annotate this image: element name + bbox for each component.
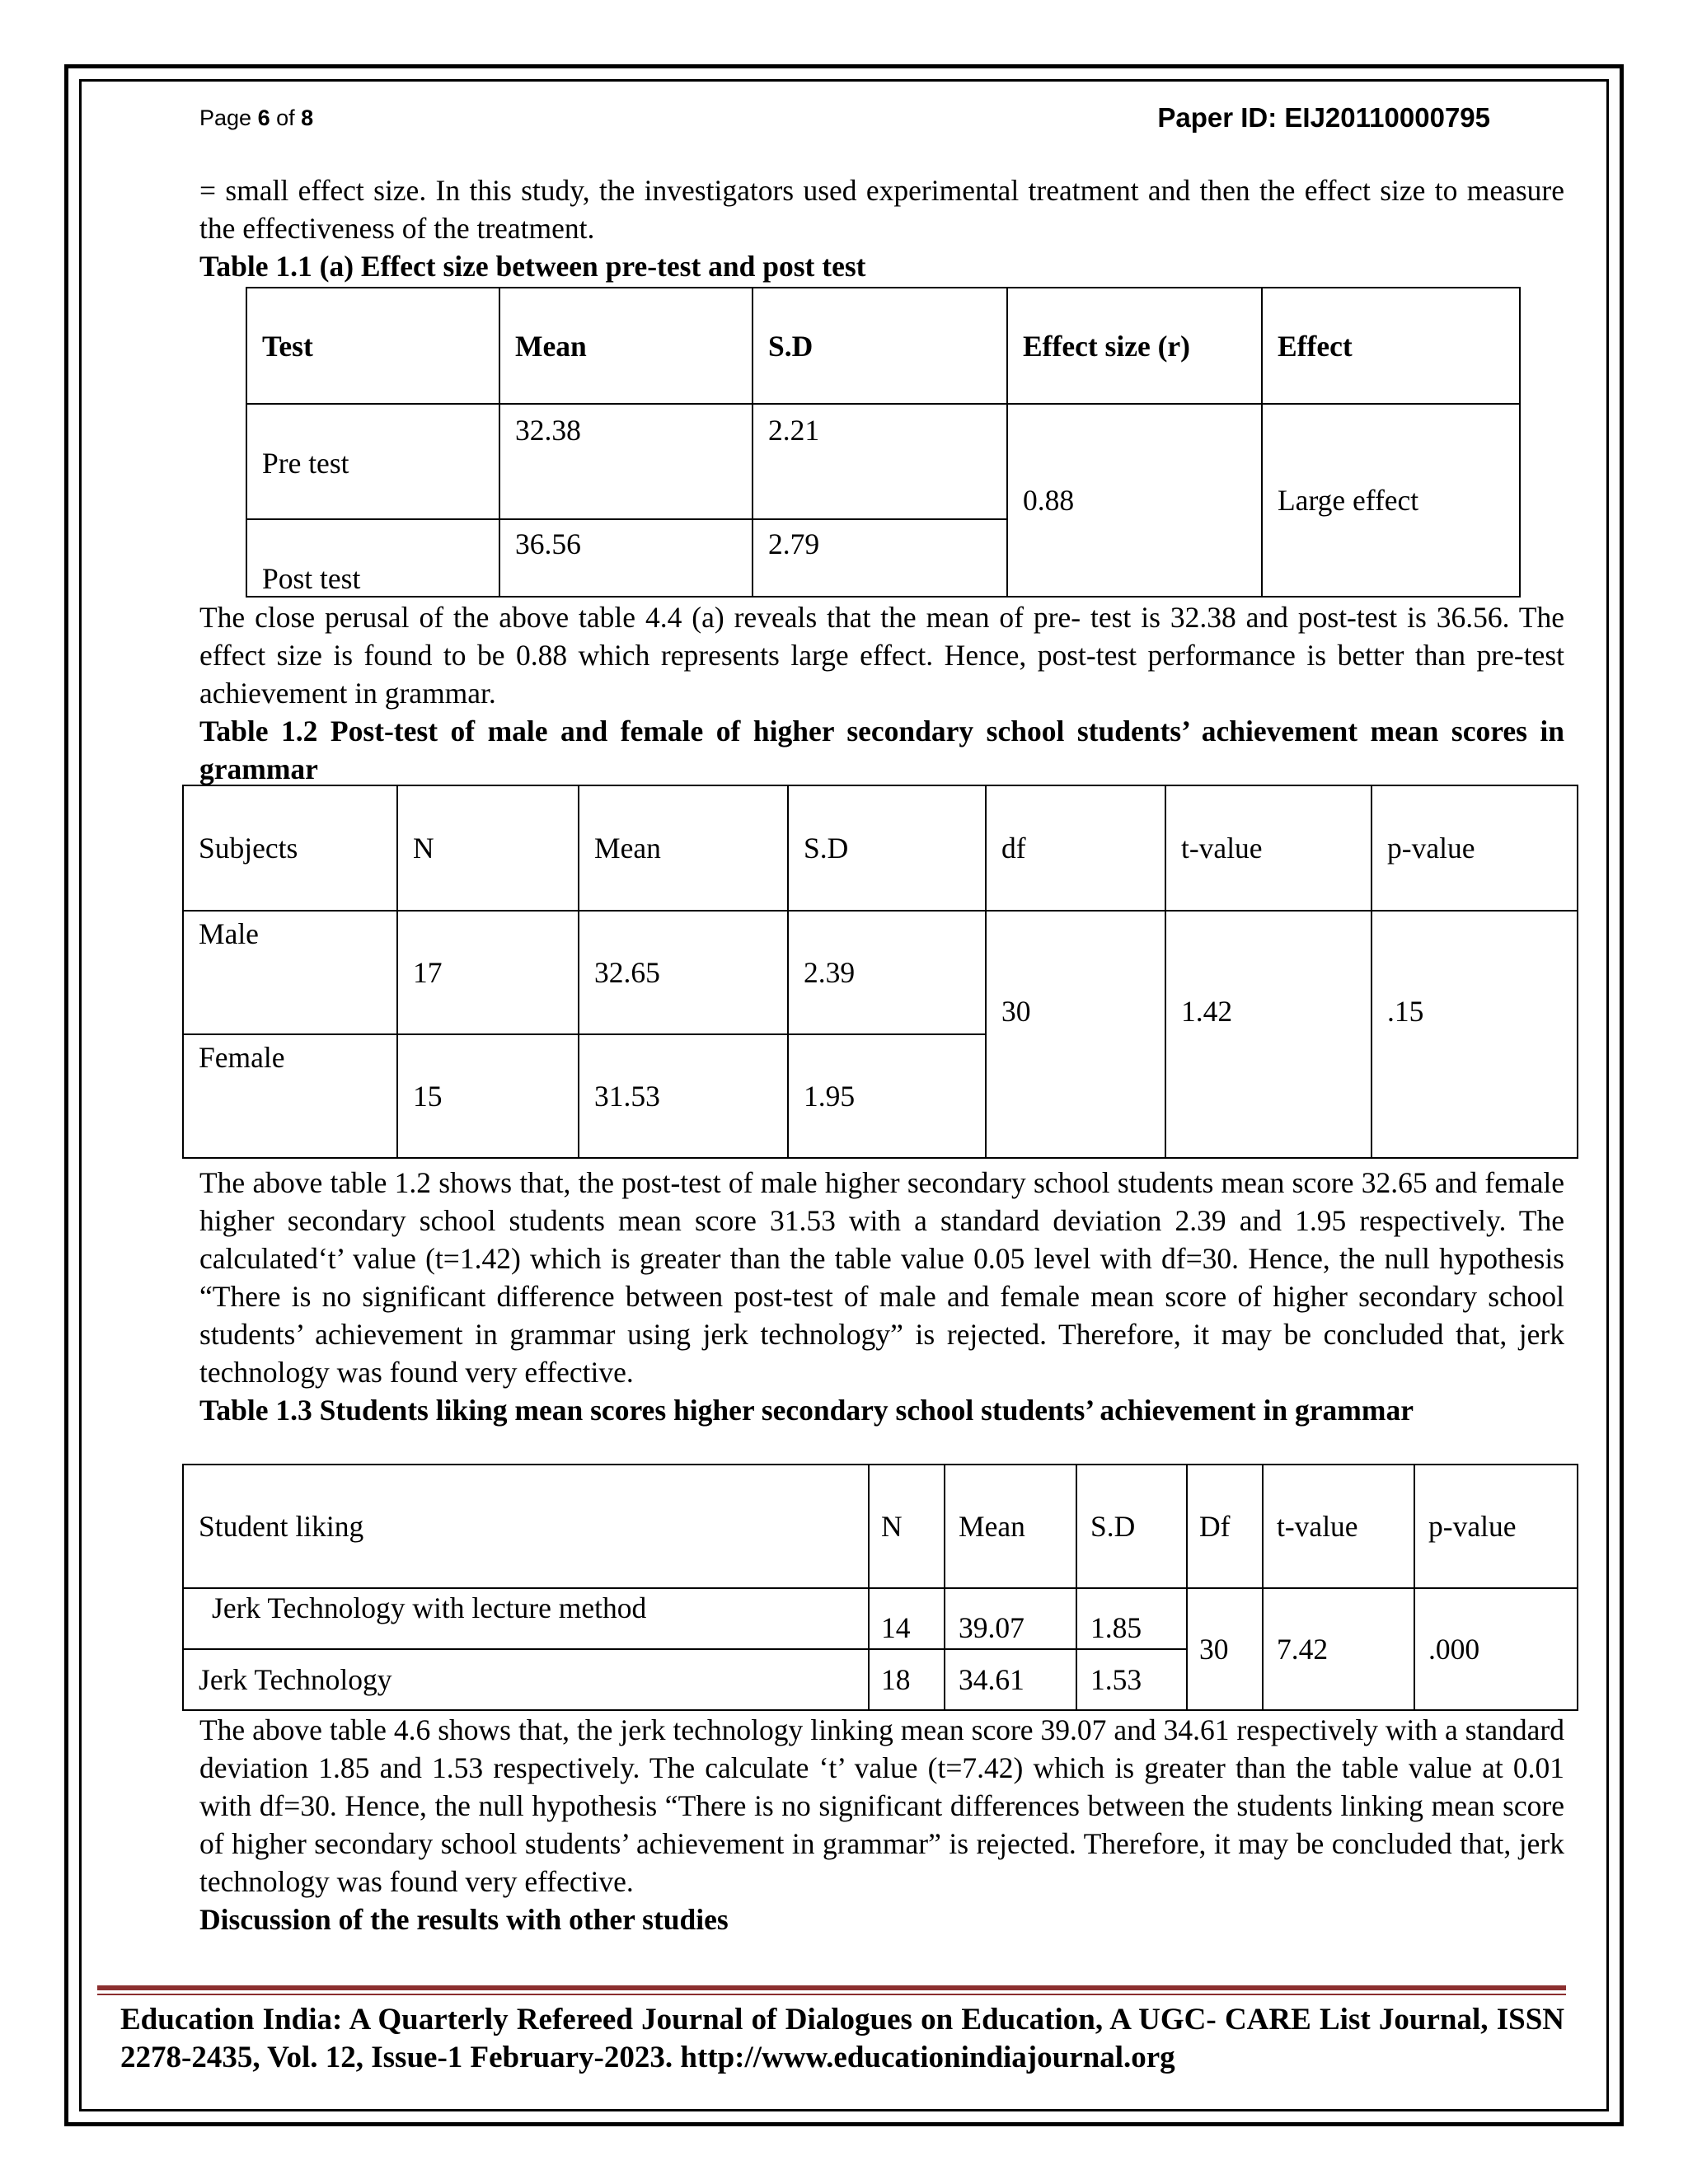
table-header-cell: Subjects [183,785,397,911]
table-effect-size [246,287,1521,598]
table-cell: 1.53 [1076,1649,1187,1710]
table-header-row [246,288,1520,404]
table-header-cell: Effect [1262,288,1520,404]
footer-rule-thick [97,1985,1566,1990]
table-cell-effect: Large effect [1262,404,1520,597]
table-header-row [183,785,1578,911]
table-cell: 32.65 [579,911,788,1034]
table-row [246,404,1520,519]
table-cell: 2.39 [788,911,986,1034]
table-student-liking [182,1464,1578,1711]
table-cell-t-value: 1.42 [1165,911,1372,1158]
intro-paragraph: = small effect size. In this study, the investigators used experimental treatment and then the effect size to measure the effectiveness of the treatment. [199,174,1564,245]
table-header-cell: t-value [1263,1465,1414,1588]
table-cell: 39.07 [945,1588,1076,1649]
table-cell: Jerk Technology with lecture method [183,1588,869,1649]
table-cell: 17 [397,911,579,1034]
table-header-cell: t-value [1165,785,1372,911]
table-cell: 15 [397,1034,579,1158]
table-header-cell: p-value [1414,1465,1578,1588]
table-cell-df: 30 [1187,1588,1263,1710]
table-header-cell: p-value [1372,785,1578,911]
table-cell: 2.21 [753,404,1007,519]
table-header-cell: Mean [499,288,753,404]
table-cell-p-value: .15 [1372,911,1578,1158]
table-header-cell: Student liking [183,1465,869,1588]
table-cell: 32.38 [499,404,753,519]
section-heading: Discussion of the results with other studies [199,1903,729,1936]
table-header-cell: Mean [579,785,788,911]
table-cell: Male [183,911,397,1034]
journal-footer: Education India: A Quarterly Refereed Journal of Dialogues on Education, A UGC- CARE List Journal, ISSN 2278-2435, Vol. 12, Issue-1 February-2023. http://www.educationindiajournal.org [120,2003,1564,2074]
paragraph-table2-discussion: The above table 1.2 shows that, the post-test of male higher secondary school students mean score 32.65 and female higher secondary school students mean score 31.53 with a standard deviation 2.39 and 1.95 respectively. The calculated‘t’ value (t=1.42) which is greater than the table value 0.05 level with df=30. Hence, the null hypothesis “There is no significant difference between post-test of male and female mean score of higher secondary school students’ achievement in grammar using jerk technology” is rejected. Therefore, it may be concluded that, jerk technology was found very effective. [199,1166,1564,1389]
table-cell: 34.61 [945,1649,1076,1710]
table1-caption: Table 1.1 (a) Effect size between pre-test and post test [199,250,866,283]
table-cell-df: 30 [986,911,1165,1158]
footer-rule-thin [97,1994,1566,1995]
table-post-test-gender [182,785,1578,1159]
table-cell: 31.53 [579,1034,788,1158]
table-cell: 14 [869,1588,945,1649]
table-cell: 36.56 [499,519,753,597]
page-number: Page 6 of 8 [199,105,314,130]
paragraph-table1-discussion: The close perusal of the above table 4.4 (a) reveals that the mean of pre- test is 32.38 and post-test is 36.56. The effect size is found to be 0.88 which represents large effect. Hence, post-test performance is better than pre-test achievement in grammar. [199,601,1564,710]
table3-caption: Table 1.3 Students liking mean scores higher secondary school students’ achievement in grammar [199,1394,1414,1427]
table-header-cell: df [986,785,1165,911]
table-row [183,1588,1578,1649]
paper-id: Paper ID: EIJ20110000795 [1157,102,1490,133]
table-header-cell: N [869,1465,945,1588]
table-header-cell: S.D [1076,1465,1187,1588]
table-header-cell: Mean [945,1465,1076,1588]
table-cell-t-value: 7.42 [1263,1588,1414,1710]
table-header-cell: Test [246,288,499,404]
table-cell: 2.79 [753,519,1007,597]
table-cell-p-value: .000 [1414,1588,1578,1710]
table-header-cell: N [397,785,579,911]
table-cell: Jerk Technology [183,1649,869,1710]
table-cell: Female [183,1034,397,1158]
table-header-cell: S.D [753,288,1007,404]
table-cell-effect-size: 0.88 [1007,404,1262,597]
table-cell: 1.85 [1076,1588,1187,1649]
table-row [183,911,1578,1034]
table-header-cell: Df [1187,1465,1263,1588]
table-cell: 18 [869,1649,945,1710]
table-cell: Pre test [246,404,499,519]
table-cell: Post test [246,519,499,597]
table2-caption: Table 1.2 Post-test of male and female of higher secondary school students’ achievement mean scores in grammar [199,715,1564,785]
table-header-row [183,1465,1578,1588]
table-header-cell: Effect size (r) [1007,288,1262,404]
paragraph-table3-discussion: The above table 4.6 shows that, the jerk technology linking mean score 39.07 and 34.61 respectively with a standard deviation 1.85 and 1.53 respectively. The calculate ‘t’ value (t=7.42) which is greater than the table value at 0.01 with df=30. Hence, the null hypothesis “There is no significant differences between the students linking mean score of higher secondary school students’ achievement in grammar” is rejected. Therefore, it may be concluded that, jerk technology was found very effective. [199,1713,1564,1898]
table-header-cell: S.D [788,785,986,911]
table-cell: 1.95 [788,1034,986,1158]
